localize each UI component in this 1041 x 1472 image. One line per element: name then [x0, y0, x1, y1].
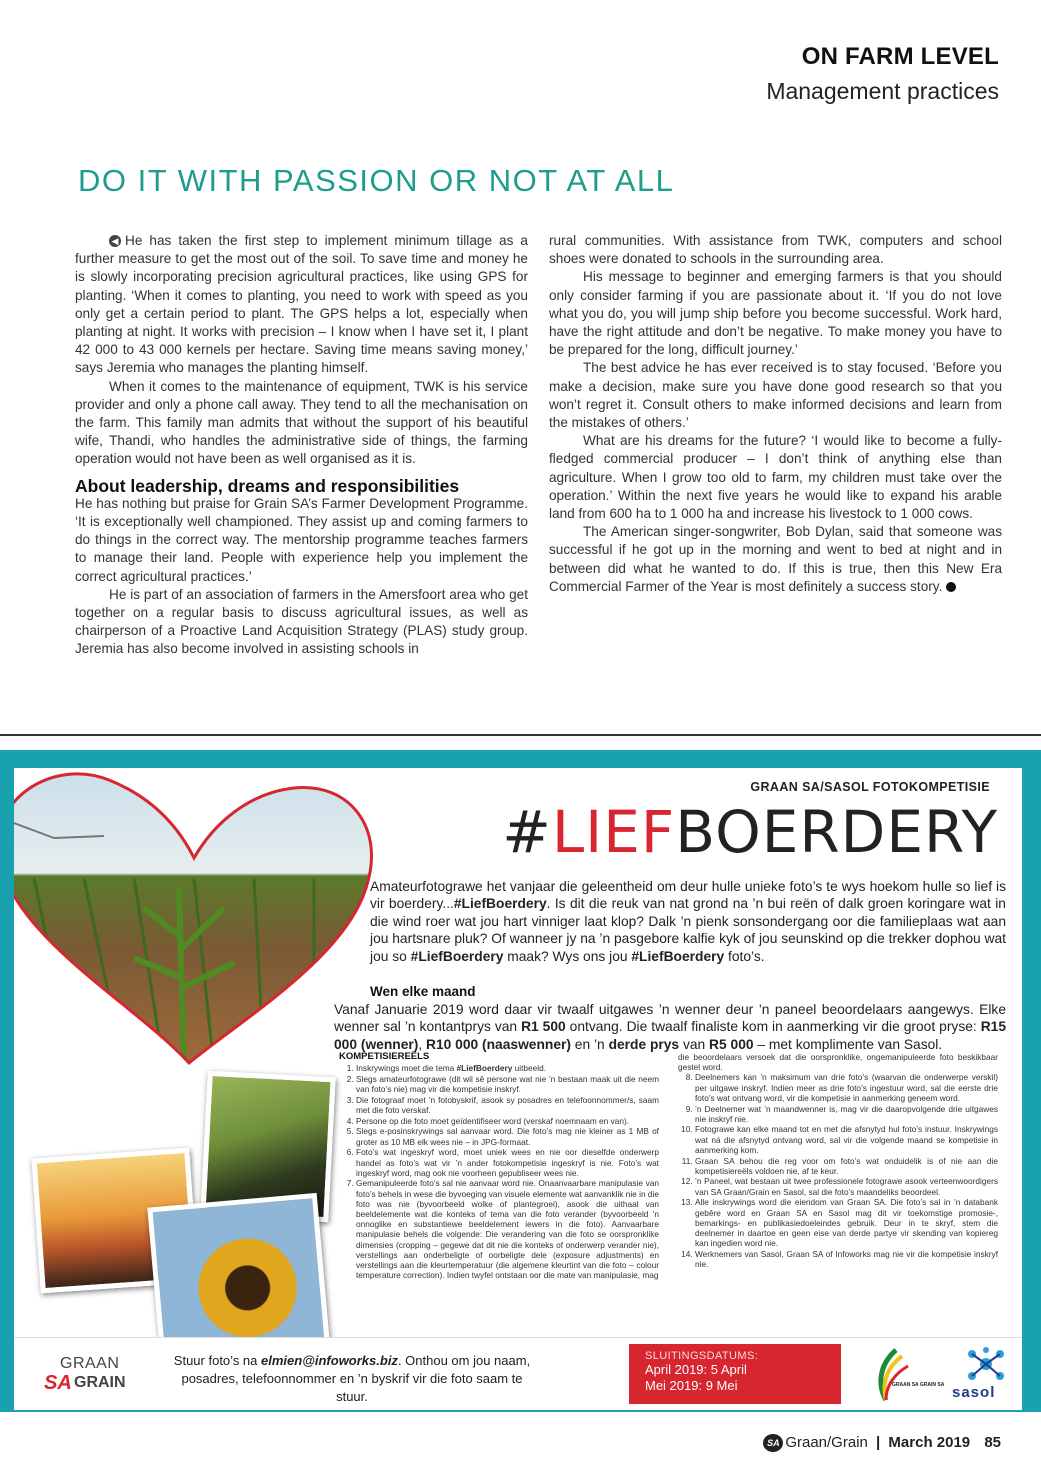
rule-item: 1. Inskrywings moet die tema #LiefBoerdery uitbeeld.: [356, 1063, 659, 1073]
rule-item: 10. Fotograwe kan elke maand tot en met die afsnytyd hul foto’s instuur. Inskrywings wat ná die afsnytyd ontvang word, sal vir die volgende maand se kompetisie in aanmerking kom.: [695, 1124, 998, 1155]
issue-month: March 2019: [888, 1434, 971, 1451]
rule-item: 6. Foto’s wat ingeskryf word, moet uniek wees en nie oor dieselfde onderwerp handel as foto’s wat vir ’n ander fotokompetisie ingeskryf is nie. Foto’s wat ingeskryf word, mag ook nie voorheen gepubliseer wees nie.: [356, 1147, 659, 1178]
rule-item: 14. Werknemers van Sasol, Graan SA of Infoworks mag nie vir die kompetisie inskryf nie.: [695, 1249, 998, 1269]
liefboerdery-title: #LIEFBOERDERY: [502, 798, 998, 866]
sponsor-logos: [846, 1344, 1016, 1404]
rule-item: 12. ’n Paneel, wat bestaan uit twee professionele fotograwe asook verteenwoordigers van SA Graan/Grain en Sasol, sal die foto’s maandeliks beoordeel.: [695, 1176, 998, 1196]
heart-photo: [14, 768, 376, 1068]
rule-item: 13. Alle inskrywings word die eiendom van Graan SA. Die foto’s sal in ’n databank gebêre word en Graan SA en Sasol mag dit vir toekomstige promosie-, bemarkings- en publikasiedoeleindes gebruik. Deur in te skryf, stem die deelnemer in daartoe en geen eise van derde partye vir skending van kopiereg kan ingedien word nie.: [695, 1197, 998, 1248]
article-column-2: [549, 232, 1002, 596]
section-title: ON FARM LEVEL: [801, 43, 999, 70]
paragraph: The American singer-songwriter, Bob Dylan, said that someone was successful if he got up in the morning and went to bed at night and in between did what he wanted to do. If this is true, then this New Era Commercial Farmer of the Year is most definitely a success story.: [549, 524, 1002, 594]
sasol-logo: sasol: [952, 1384, 996, 1401]
section-subtitle: Management practices: [766, 78, 999, 104]
subheading: About leadership, dreams and responsibilities: [75, 475, 460, 496]
ad-footer: [14, 1337, 1022, 1410]
rules-right: [678, 1052, 998, 1270]
ad-intro: Amateurfotograwe het vanjaar die geleentheid om deur hulle unieke foto’s te wys hoekom hulle so lief is vir boerdery...#LiefBoerdery. Is dit die reuk van nat grond na ’n bui reën of dalk groen koringare wat in die wind roer wat jou hart vinniger laat klop? Dalk ’n pienk sonsondergang oor die familieplaas wat aan jou hartsnare pluk? Of wanneer jy na ’n pasgebore kalfie kyk of jou seunskind op die trekker dophou wat jou so #LiefBoerdery maak? Wys ons jou #LiefBoerdery foto’s.: [370, 879, 1006, 964]
rule-continuation: die beoordelaars versoek dat die oorspronklike, ongemanipuleerde foto beskikbaar gestel word.: [678, 1052, 998, 1073]
grain-sa-emblem-icon: [856, 1346, 916, 1402]
photo-competition-ad: [0, 750, 1041, 1412]
paragraph: He has nothing but praise for Grain SA’s Farmer Development Programme. ‘It is exceptionally well championed. They assist up and coming farmers to do things in the correct way. The mentorship programme teaches farmers to manage their land. People with experience help you implement the correct agricultural practices.’: [75, 495, 528, 584]
submission-instructions: Stuur foto’s na elmien@infoworks.biz. Onthou om jou naam, posadres, telefoonnommer en ’n byskrif vir die foto saam te stuur.: [173, 1353, 531, 1404]
rule-item: 2. Slegs amateurfotograwe (dit wil sê persone wat nie ’n bestaan maak uit die neem van foto’s nie) mag vir die kompetisie inskryf.: [356, 1074, 659, 1094]
page-number: 85: [984, 1434, 1001, 1451]
page-footer: SA Graan/Grain | March 2019 85: [763, 1434, 1001, 1452]
rule-item: 5. Slegs e-posinskrywings sal aanvaar word. Die foto’s mag nie kleiner as 1 MB of groter as 10 MB elk wees nie – in JPG-formaat.: [356, 1126, 659, 1146]
rule-item: 8. Deelnemers kan ’n maksimum van drie foto’s (waarvan die onderwerpe verskil) per uitgawe inskryf. Indien meer as drie foto’s ingestuur word, sal die eerste drie foto’s wat ontvang word, vir die kompetisie in aanmerking geneem word.: [695, 1072, 998, 1103]
end-of-article-icon: [946, 582, 956, 592]
rule-item: 3. Die fotograaf moet ’n fotobyskrif, asook sy posadres en telefoonnommer/s, saam met die foto verskaf.: [356, 1095, 659, 1115]
paragraph: When it comes to the maintenance of equipment, TWK is his service provider and only a phone call away. They tend to all the mechanisation on the farm. This family man admits that without the support of his beautiful wife, Thandi, who handles the administrative side of things, the farming operation would not have been as well organised as it is.: [75, 378, 528, 467]
paragraph: rural communities. With assistance from TWK, computers and school shoes were donated to schools in the surrounding area.: [549, 233, 1002, 267]
paragraph: He has taken the first step to implement minimum tillage as a further measure to get the most out of the soil. To save time and money he is slowly incorporating precision agricultural practices, like using GPS for planting. ‘When it comes to planting, you need to work with speed as you only get a certain period to plant. The GPS helps a lot, especially when planting at night. It works with precision – I know when I have set it, I plant 42 000 to 43 000 kernels per hectare. Saving time means saving money,’ says Jeremia who manages the planting himself.: [75, 233, 528, 376]
magazine-name: Graan/Grain: [785, 1434, 868, 1451]
competition-label: GRAAN SA/SASOL FOTOKOMPETISIE: [750, 780, 990, 794]
win-heading: Wen elke maand: [370, 984, 476, 999]
rule-item: 11. Graan SA behou die reg voor om foto’s wat onduidelik is of nie aan die kompetisiereëls voldoen nie, af te keur.: [695, 1156, 998, 1176]
section-divider: [0, 734, 1041, 736]
paragraph: He is part of an association of farmers in the Amersfoort area who get together on a regular basis to discuss agricultural issues, as well as chairperson of a Proactive Land Acquisition Strategy (PLAS) study group. Jeremia has also become involved in assisting schools in: [75, 586, 528, 657]
closing-dates: SLUITINGSDATUMS: April 2019: 5 April Mei 2019: 9 Mei: [629, 1344, 841, 1404]
rules-heading: KOMPETISIEREËLS: [339, 1051, 430, 1062]
continued-arrow-icon: ◀: [109, 235, 121, 247]
paragraph: What are his dreams for the future? ‘I would like to become a fully-fledged commercial producer – I don’t think of anything else than agriculture. When I grow too old to farm, my children must take over the operation.’ Within the next five years he would like to expand his arable land from 600 ha to 1 000 ha and increase his livestock to 1 000 cows.: [549, 433, 1002, 522]
paragraph: The best advice he has ever received is to stay focused. ‘Before you make a decision, make sure you have done good research so that you won’t regret it. Consult others to make informed decisions and learn from the mistakes of others.’: [549, 360, 1002, 431]
paragraph: His message to beginner and emerging farmers is that you should only consider farming if you are passionate about it. ‘If you do not love what you do, you will jump ship before you become successful. Work hard, have the right attitude and don’t be negative. To make money you have to be prepared for the long, difficult journey.’: [549, 269, 1002, 358]
article-headline: DO IT WITH PASSION OR NOT AT ALL: [78, 162, 675, 198]
rule-item: 7. Gemanipuleerde foto’s sal nie aanvaar word nie. Onaanvaarbare manipulasie van foto’s behels in wese die byvoeging van visuele elemente wat aanvanklik nie in die foto was nie (byvoorbeeld wolke of plantegroei), asook die uithaal van beeldelemente wat die konteks of tema van die foto verander (byvoorbeeld ’n onnoglike en substantiewe beeldelement iewers in die foto). Aanvaarbare manipulasie behels die volgende: Die verandering van die foto se oorspronklike dimensies (cropping – gegewe dat dit nie die konteks of onderwerp verander nie), verstellings aan onderbeligte of oorbeligte dele (exposure adjustments) en verstellings aan die kleurtemperatuur (die algemene kleurtint van die foto – colour temperature correction). Indien twyfel ontstaan oor die mate van manipulasie, mag: [356, 1178, 659, 1280]
sasol-molecule-icon: [964, 1346, 1008, 1382]
graan-sa-logo: GRAAN SA GRAIN: [44, 1355, 126, 1394]
rules-left: [339, 1052, 659, 1281]
win-body: Vanaf Januarie 2019 word daar vir twaalf uitgawes ’n wenner deur ’n paneel beoordelaars aangewys. Elke wenner sal ’n kontantprys van R1 500 ontvang. Die twaalf finaliste kom in aanmerking vir die groot pryse: R15 000 (wenner), R10 000 (naaswenner) en ’n derde prys van R5 000 – met komplimente van Sasol.: [334, 1002, 1007, 1052]
ad-panel: [14, 768, 1022, 1340]
rule-item: 4. Persone op die foto moet geïdentifiseer word (verskaf noemnaam en van).: [356, 1116, 659, 1126]
article-column-1: [75, 232, 528, 659]
rule-item: 9. ’n Deelnemer wat ’n maandwenner is, mag vir die daaropvolgende drie uitgawes nie inskryf nie.: [695, 1104, 998, 1124]
grain-sa-mini-label: GRAAN SA GRAIN SA: [892, 1382, 945, 1388]
email-link[interactable]: elmien@infoworks.biz: [261, 1353, 398, 1368]
sa-badge-icon: SA: [763, 1434, 783, 1452]
